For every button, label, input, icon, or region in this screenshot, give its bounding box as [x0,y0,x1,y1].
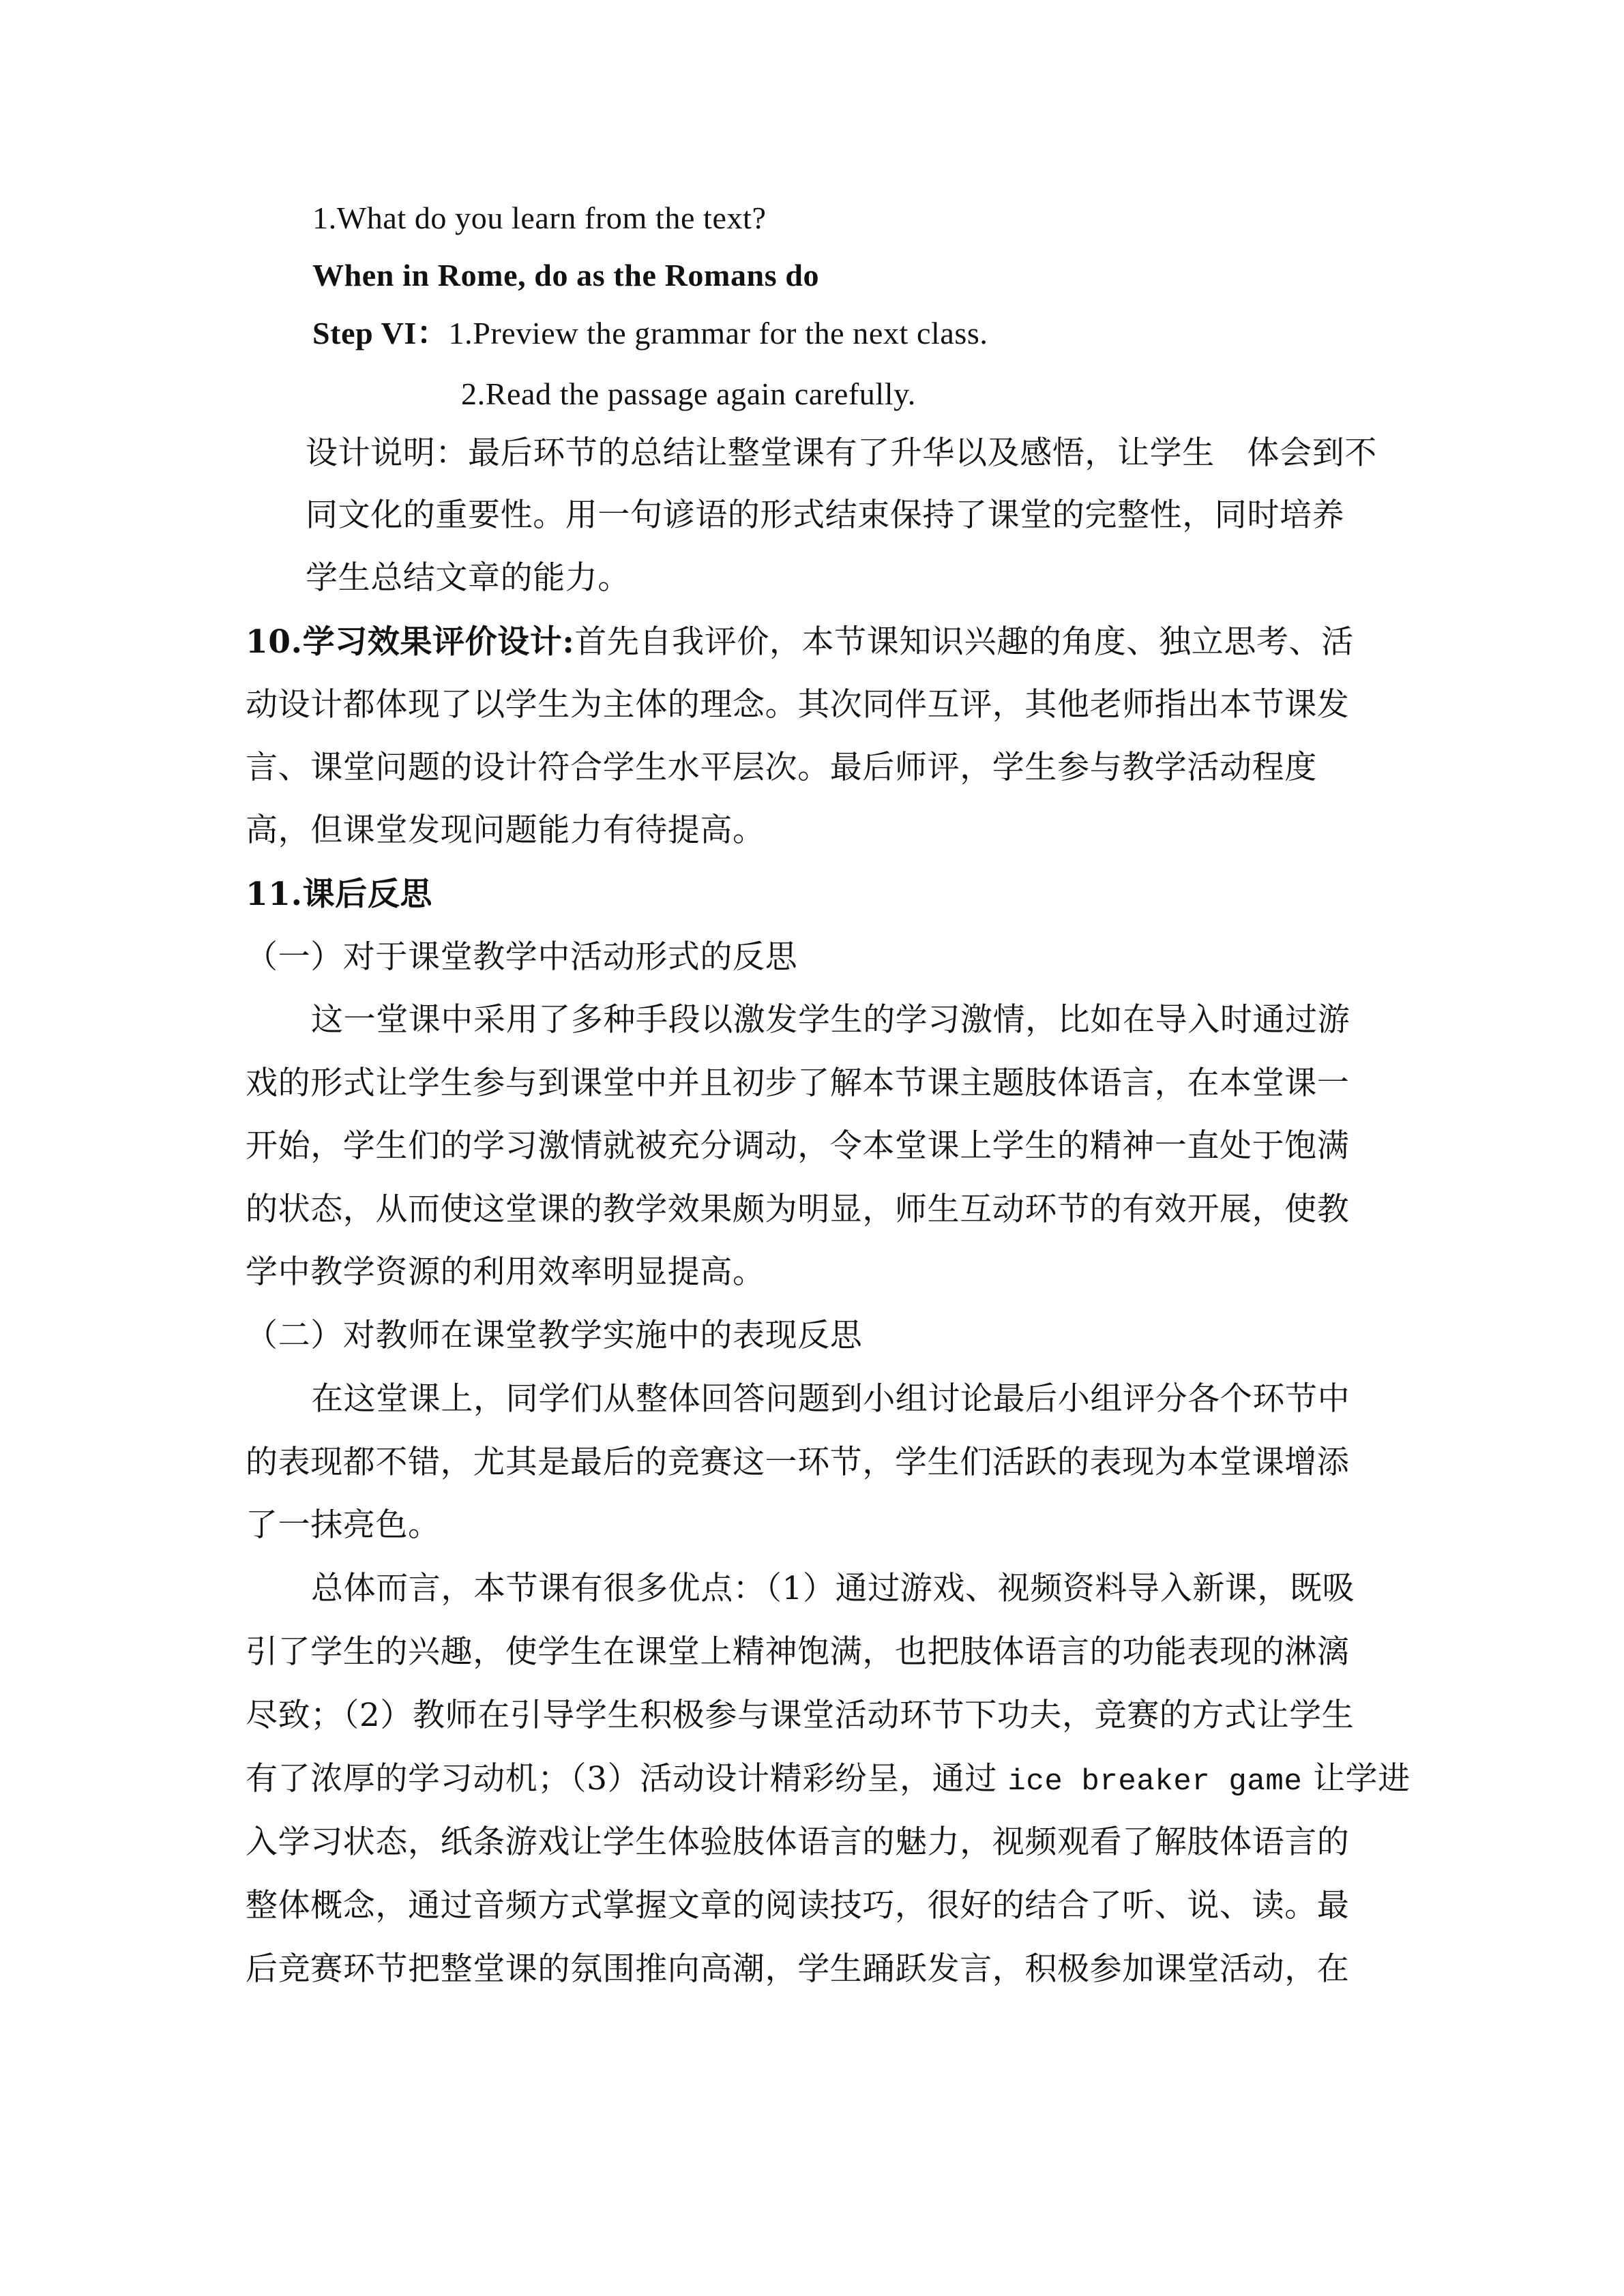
paragraph-text: 让学进 [1302,1760,1411,1798]
paragraph-text: 整体概念，通过音频方式掌握文章的阅读技巧，很好的结合了听、说、读。最 [246,1887,1350,1924]
reflection-1-line-2 [246,1063,1349,1104]
paragraph-text: 高，但课堂发现问题能力有待提高。 [246,811,765,849]
question-line [312,198,766,239]
paragraph-text: 设计说明：最后环节的总结让整堂课有了升华以及感悟，让学生 体会到不 [306,434,1377,472]
summary-line-5 [246,1822,1349,1863]
reflection-1-line-5 [246,1252,765,1293]
paragraph-text: 的状态，从而使这堂课的教学效果颇为明显，师生互动环节的有效开展，使教 [246,1191,1350,1228]
reflection-2-line-2 [246,1442,1349,1483]
section-10-heading: 10.学习效果评价设计: [246,623,575,661]
design-note-line-2 [306,495,1344,536]
paragraph-text: 了一抹亮色。 [246,1506,441,1544]
step-item-1: 1.Preview the grammar for the next class. [448,316,988,351]
section-11-heading [246,874,432,915]
heading-text: （二）对教师在课堂教学实施中的表现反思 [246,1317,863,1354]
reflection-2-line-1 [311,1379,1350,1420]
section-10-line-4 [246,810,765,851]
question-text: 1.What do you learn from the text? [312,200,767,235]
paragraph-text: 有了浓厚的学习动机；（3）活动设计精彩纷呈，通过 [246,1760,1008,1798]
paragraph-text: 入学习状态，纸条游戏让学生体验肢体语言的魅力，视频观看了解肢体语言的 [246,1823,1350,1861]
summary-line-6 [246,1885,1349,1926]
paragraph-text: 引了学生的兴趣，使学生在课堂上精神饱满，也把肢体语言的功能表现的淋漓 [246,1633,1350,1671]
step-item-2-line [461,374,916,415]
subsection-1-heading [246,937,797,978]
reflection-2-line-3 [246,1505,441,1546]
summary-line-4 [246,1759,1411,1802]
step-six-line [312,313,988,354]
reflection-1-line-3 [246,1126,1349,1167]
paragraph-text: 动设计都体现了以学生为主体的理念。其次同伴互评，其他老师指出本节课发 [246,686,1350,724]
reflection-1-line-1 [311,1000,1350,1041]
design-note-line-1 [306,433,1377,474]
paragraph-text: 的表现都不错，尤其是最后的竞赛这一环节，学生们活跃的表现为本堂课增添 [246,1444,1350,1481]
paragraph-text: 开始，学生们的学习激情就被充分调动，令本堂课上学生的精神一直处于饱满 [246,1127,1350,1165]
subsection-2-heading [246,1315,862,1356]
design-note-line-3 [306,558,630,599]
paragraph-text: 戏的形式让学生参与到课堂中并且初步了解本节课主题肢体语言，在本堂课一 [246,1064,1350,1102]
paragraph-text: 首先自我评价，本节课知识兴趣的角度、独立思考、活 [574,623,1354,661]
section-10-line-2 [246,685,1349,726]
game-name-text: ice breaker game [1007,1765,1303,1799]
summary-line-3 [246,1695,1354,1736]
section-10-line-1 [246,622,1354,663]
heading-text: 11.课后反思 [246,876,432,913]
section-10-line-3 [246,747,1317,788]
reflection-1-line-4 [246,1189,1349,1230]
paragraph-text: 尽致；（2）教师在引导学生积极参与课堂活动环节下功夫，竞赛的方式让学生 [246,1697,1355,1734]
proverb-text: When in Rome, do as the Romans do [312,258,820,293]
summary-line-1 [311,1568,1355,1609]
paragraph-text: 学生总结文章的能力。 [306,559,630,597]
paragraph-text: 这一堂课中采用了多种手段以激发学生的学习激情，比如在导入时通过游 [311,1001,1350,1039]
summary-line-7 [246,1949,1349,1990]
paragraph-text: 在这堂课上，同学们从整体回答问题到小组讨论最后小组评分各个环节中 [311,1380,1350,1418]
paragraph-text: 同文化的重要性。用一句谚语的形式结束保持了课堂的完整性，同时培养 [306,496,1345,534]
heading-text: （一）对于课堂教学中活动形式的反思 [246,938,798,976]
paragraph-text: 后竞赛环节把整堂课的氛围推向高潮，学生踊跃发言，积极参加课堂活动，在 [246,1950,1350,1988]
summary-line-2 [246,1632,1349,1673]
paragraph-text: 总体而言，本节课有很多优点：（1）通过游戏、视频资料导入新课，既吸 [311,1570,1355,1607]
paragraph-text: 言、课堂问题的设计符合学生水平层次。最后师评，学生参与教学活动程度 [246,749,1317,786]
step-label: Step VI： [312,316,449,351]
proverb-line [312,255,819,296]
step-item-2: 2.Read the passage again carefully. [461,376,916,411]
paragraph-text: 学中教学资源的利用效率明显提高。 [246,1253,765,1291]
